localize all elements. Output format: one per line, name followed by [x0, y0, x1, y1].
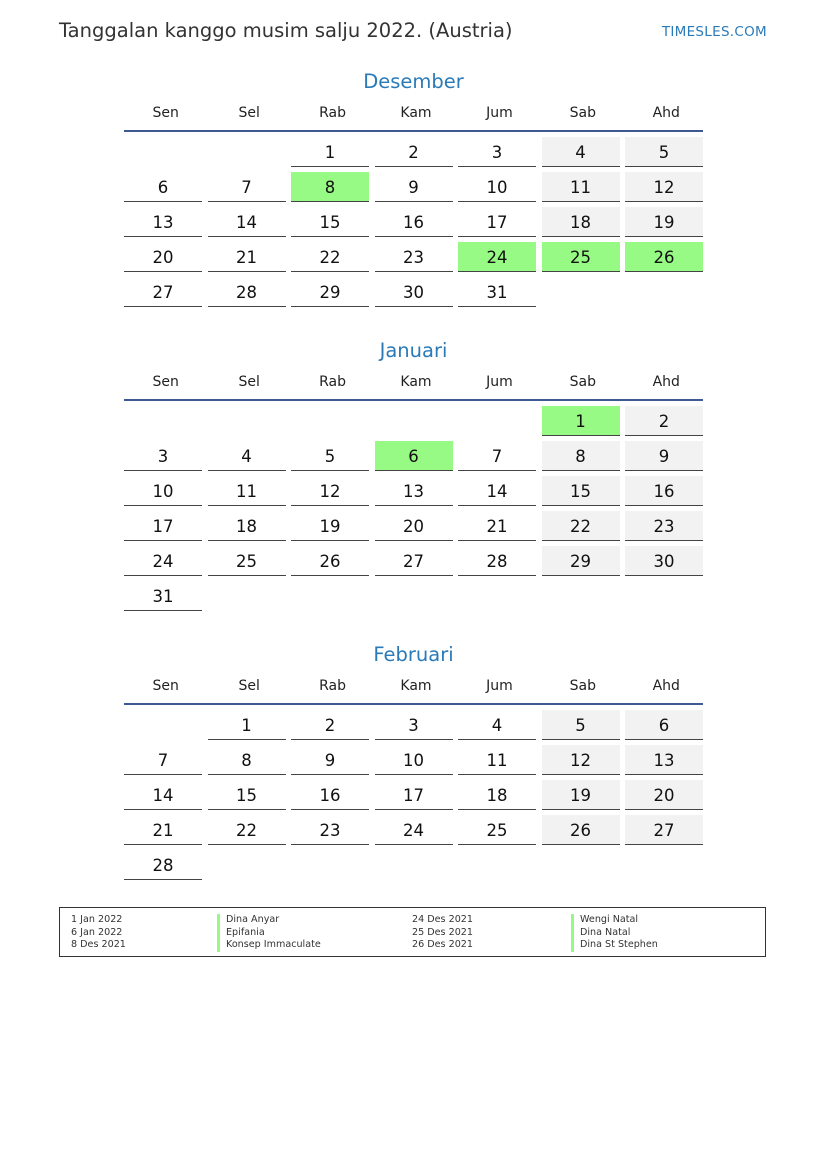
day-cell: 1	[291, 137, 369, 167]
day-cell: 4	[208, 441, 286, 471]
day-cell: 29	[291, 277, 369, 307]
day-cell: 6	[625, 710, 703, 740]
empty-cell	[208, 581, 286, 611]
day-cell: 8	[208, 745, 286, 775]
empty-cell	[625, 850, 703, 880]
day-cell: 20	[625, 780, 703, 810]
day-grid	[124, 137, 703, 307]
day-cell: 16	[625, 476, 703, 506]
day-cell: 6	[375, 441, 453, 471]
day-cell: 14	[124, 780, 202, 810]
month-title: Januari	[379, 339, 448, 362]
day-cell: 2	[625, 406, 703, 436]
day-cell: 28	[458, 546, 536, 576]
weekday-label: Ahd	[652, 105, 680, 121]
weekday-header	[124, 103, 703, 132]
day-cell: 12	[291, 476, 369, 506]
empty-cell	[208, 137, 286, 167]
day-cell: 26	[542, 815, 620, 845]
weekday-label: Rab	[319, 374, 346, 390]
day-cell: 19	[542, 780, 620, 810]
day-cell: 19	[625, 207, 703, 237]
day-cell: 21	[208, 242, 286, 272]
day-cell: 19	[291, 511, 369, 541]
day-cell: 10	[375, 745, 453, 775]
weekday-label: Sel	[238, 105, 260, 121]
day-cell: 13	[124, 207, 202, 237]
day-cell: 25	[208, 546, 286, 576]
legend-dates-left	[71, 914, 126, 952]
empty-cell	[542, 850, 620, 880]
day-cell: 8	[291, 172, 369, 202]
empty-cell	[625, 277, 703, 307]
weekday-label: Kam	[400, 678, 432, 694]
day-cell: 2	[291, 710, 369, 740]
day-cell: 18	[542, 207, 620, 237]
day-cell: 20	[124, 242, 202, 272]
day-cell: 18	[208, 511, 286, 541]
weekday-label: Rab	[319, 678, 346, 694]
day-cell: 9	[375, 172, 453, 202]
day-cell: 27	[124, 277, 202, 307]
legend-names-left	[217, 914, 321, 952]
empty-cell	[458, 406, 536, 436]
weekday-label: Ahd	[652, 678, 680, 694]
day-cell: 26	[291, 546, 369, 576]
empty-cell	[291, 406, 369, 436]
legend-holiday-name: Dina Natal	[571, 927, 658, 940]
weekday-label: Sab	[569, 374, 596, 390]
legend-holiday-name: Epifania	[217, 927, 321, 940]
empty-cell	[375, 581, 453, 611]
day-cell: 23	[625, 511, 703, 541]
day-cell: 4	[542, 137, 620, 167]
day-cell: 1	[542, 406, 620, 436]
legend-holiday-name: Dina Anyar	[217, 914, 321, 927]
day-cell: 22	[291, 242, 369, 272]
weekday-label: Rab	[319, 105, 346, 121]
day-cell: 9	[291, 745, 369, 775]
day-cell: 16	[291, 780, 369, 810]
page-title: Tanggalan kanggo musim salju 2022. (Austria)	[59, 19, 513, 42]
empty-cell	[124, 406, 202, 436]
day-cell: 21	[124, 815, 202, 845]
weekday-label: Kam	[400, 374, 432, 390]
day-cell: 7	[208, 172, 286, 202]
empty-cell	[124, 137, 202, 167]
day-cell: 3	[375, 710, 453, 740]
day-cell: 28	[208, 277, 286, 307]
day-cell: 3	[124, 441, 202, 471]
day-cell: 9	[625, 441, 703, 471]
weekday-label: Jum	[486, 678, 513, 694]
day-cell: 13	[625, 745, 703, 775]
empty-cell	[458, 850, 536, 880]
empty-cell	[208, 850, 286, 880]
legend-holiday-name: Konsep Immaculate	[217, 939, 321, 952]
month-desember	[124, 70, 703, 307]
empty-cell	[208, 406, 286, 436]
day-cell: 27	[625, 815, 703, 845]
day-grid	[124, 406, 703, 611]
holiday-legend	[59, 907, 766, 957]
day-cell: 12	[625, 172, 703, 202]
weekday-label: Sen	[152, 374, 179, 390]
weekday-label: Ahd	[652, 374, 680, 390]
day-cell: 10	[458, 172, 536, 202]
weekday-label: Kam	[400, 105, 432, 121]
day-cell: 31	[124, 581, 202, 611]
day-cell: 7	[458, 441, 536, 471]
day-cell: 24	[375, 815, 453, 845]
day-cell: 23	[291, 815, 369, 845]
empty-cell	[458, 581, 536, 611]
day-cell: 14	[208, 207, 286, 237]
legend-dates-right	[412, 914, 473, 952]
empty-cell	[375, 850, 453, 880]
day-cell: 5	[542, 710, 620, 740]
legend-holiday-name: Dina St Stephen	[571, 939, 658, 952]
day-cell: 25	[458, 815, 536, 845]
empty-cell	[291, 581, 369, 611]
day-grid	[124, 710, 703, 880]
day-cell: 30	[375, 277, 453, 307]
weekday-label: Sel	[238, 678, 260, 694]
day-cell: 5	[625, 137, 703, 167]
legend-date: 26 Des 2021	[412, 939, 474, 951]
legend-date: 24 Des 2021	[412, 914, 474, 925]
empty-cell	[375, 406, 453, 436]
day-cell: 22	[208, 815, 286, 845]
day-cell: 3	[458, 137, 536, 167]
weekday-label: Sen	[152, 105, 179, 121]
legend-date: 6 Jan 2022	[71, 926, 123, 938]
day-cell: 10	[124, 476, 202, 506]
day-cell: 25	[542, 242, 620, 272]
day-cell: 15	[542, 476, 620, 506]
day-cell: 18	[458, 780, 536, 810]
day-cell: 17	[458, 207, 536, 237]
month-februari	[124, 643, 703, 880]
day-cell: 11	[542, 172, 620, 202]
day-cell: 14	[458, 476, 536, 506]
day-cell: 13	[375, 476, 453, 506]
day-cell: 22	[542, 511, 620, 541]
day-cell: 17	[375, 780, 453, 810]
day-cell: 11	[208, 476, 286, 506]
month-title: Februari	[373, 643, 454, 666]
day-cell: 24	[124, 546, 202, 576]
month-title: Desember	[363, 70, 464, 93]
empty-cell	[542, 277, 620, 307]
weekday-label: Jum	[486, 374, 513, 390]
day-cell: 31	[458, 277, 536, 307]
empty-cell	[124, 710, 202, 740]
day-cell: 30	[625, 546, 703, 576]
weekday-label: Sen	[152, 678, 179, 694]
day-cell: 26	[625, 242, 703, 272]
legend-date: 25 Des 2021	[412, 926, 474, 938]
day-cell: 16	[375, 207, 453, 237]
day-cell: 28	[124, 850, 202, 880]
day-cell: 20	[375, 511, 453, 541]
day-cell: 8	[542, 441, 620, 471]
day-cell: 24	[458, 242, 536, 272]
day-cell: 27	[375, 546, 453, 576]
day-cell: 1	[208, 710, 286, 740]
day-cell: 15	[291, 207, 369, 237]
day-cell: 21	[458, 511, 536, 541]
day-cell: 6	[124, 172, 202, 202]
weekday-header	[124, 676, 703, 705]
weekday-header	[124, 372, 703, 401]
day-cell: 15	[208, 780, 286, 810]
day-cell: 4	[458, 710, 536, 740]
legend-holiday-name: Wengi Natal	[571, 914, 658, 927]
legend-date: 8 Des 2021	[71, 939, 126, 951]
brand-link[interactable]: TIMESLES.COM	[661, 24, 767, 40]
empty-cell	[542, 581, 620, 611]
legend-date: 1 Jan 2022	[71, 914, 123, 925]
day-cell: 5	[291, 441, 369, 471]
month-januari	[124, 339, 703, 611]
day-cell: 23	[375, 242, 453, 272]
day-cell: 29	[542, 546, 620, 576]
day-cell: 11	[458, 745, 536, 775]
day-cell: 2	[375, 137, 453, 167]
legend-names-right	[571, 914, 658, 952]
weekday-label: Jum	[486, 105, 513, 121]
weekday-label: Sab	[569, 678, 596, 694]
weekday-label: Sel	[238, 374, 260, 390]
empty-cell	[625, 581, 703, 611]
day-cell: 12	[542, 745, 620, 775]
weekday-label: Sab	[569, 105, 596, 121]
empty-cell	[291, 850, 369, 880]
day-cell: 17	[124, 511, 202, 541]
day-cell: 7	[124, 745, 202, 775]
